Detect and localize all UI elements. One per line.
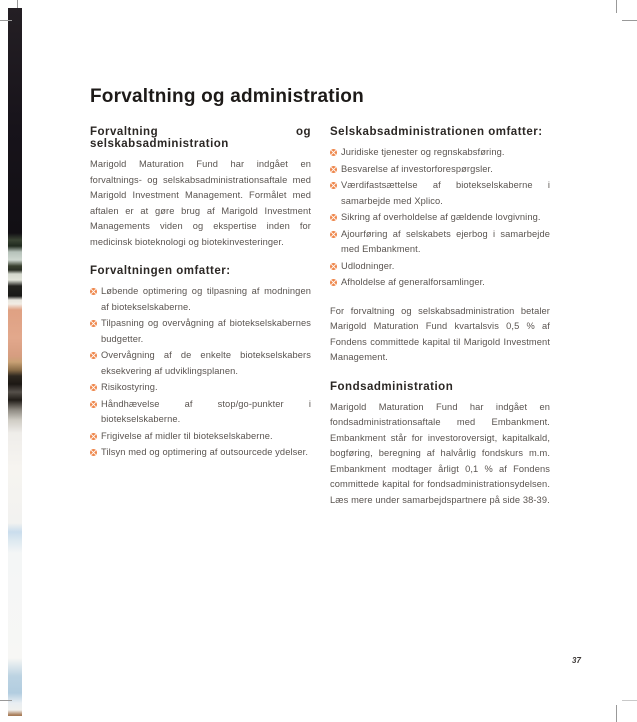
list-item xyxy=(330,275,550,291)
list-item-text: Udlodninger. xyxy=(341,260,395,271)
section-company-administration xyxy=(330,126,550,366)
list-item-text: Værdifastsættelse af biotekselskaberne i samarbejde med Xplico. xyxy=(341,180,550,206)
section-heading: Selskabsadministrationen omfatter: xyxy=(330,126,543,138)
list-item-text: Afholdelse af generalforsamlinger. xyxy=(341,277,485,287)
list-item xyxy=(90,316,311,347)
list-item-text: Overvågning af de enkelte biotekselskabers eksekvering af udviklingsplanen. xyxy=(101,350,311,376)
circle-cross-bullet-icon xyxy=(90,320,97,327)
crop-mark xyxy=(616,705,617,722)
crop-mark xyxy=(17,0,18,8)
list-item xyxy=(90,445,311,461)
list-item-text: Risikostyring. xyxy=(101,382,158,392)
section-governance xyxy=(90,126,311,250)
section-heading: Fondsadministration xyxy=(330,380,454,393)
circle-cross-bullet-icon xyxy=(330,214,337,221)
section-body: Marigold Maturation Fund har indgået en forvaltnings- og selskabsadministrationsaftale med Marigold Investment Management. Formålet med aftalen er at gøre brug af Marigold Investment Managements viden og ekspertise inden for medicinsk bioteknologi og biotekinvesteringer. xyxy=(90,159,311,247)
circle-cross-bullet-icon xyxy=(90,352,97,359)
list-item xyxy=(90,429,311,445)
crop-mark xyxy=(0,700,12,701)
list-item-text: Besvarelse af investorforespørgsler. xyxy=(341,163,493,174)
circle-cross-bullet-icon xyxy=(330,166,337,173)
circle-cross-bullet-icon xyxy=(90,401,97,408)
list-item-text: Ajourføring af selskabets ejerbog i samarbejde med Embankment. xyxy=(341,228,550,254)
left-column xyxy=(90,126,311,474)
section-heading: Forvaltning og selskabsadministration xyxy=(90,126,311,150)
administration-list xyxy=(330,145,550,291)
section-body: Marigold Maturation Fund har indgået en fondsadministrationsaftale med Embankment. Embankment står for investoroversigt, kapitalkald, bogføring, beregning af halvårlig fondskurs m.m. Embankment modtager årligt 0,1 % af Fondens committede kapital for fondsadministrationsydelsen. Læs mere under samarbejdspartnere på side 38-39. xyxy=(330,401,550,505)
circle-cross-bullet-icon xyxy=(90,288,97,295)
circle-cross-bullet-icon xyxy=(90,433,97,440)
circle-cross-bullet-icon xyxy=(90,384,97,391)
fee-paragraph: For forvaltning og selskabsadministration betaler Marigold Maturation Fund kvartalsvis 0,5 % af Fondens committede kapital til Marigold Investment Management. xyxy=(330,305,550,362)
circle-cross-bullet-icon xyxy=(330,149,337,156)
list-item xyxy=(330,178,550,209)
governance-list xyxy=(90,284,311,461)
page-title: Forvaltning og administration xyxy=(90,86,364,107)
circle-cross-bullet-icon xyxy=(330,182,337,189)
list-item xyxy=(330,145,550,161)
list-item xyxy=(90,348,311,379)
crop-mark xyxy=(622,20,637,21)
section-governance-list xyxy=(90,265,311,461)
list-item xyxy=(330,210,550,226)
circle-cross-bullet-icon xyxy=(330,279,337,286)
list-item-text: Tilsyn med og optimering af outsourcede ydelser. xyxy=(101,447,309,457)
crop-mark xyxy=(616,0,617,13)
edge-photo-strip xyxy=(8,8,22,716)
list-item xyxy=(90,380,311,396)
circle-cross-bullet-icon xyxy=(330,263,337,270)
crop-mark xyxy=(0,20,12,21)
list-item-text: Juridiske tjenester og regnskabsføring. xyxy=(341,147,505,157)
section-fund-administration xyxy=(330,381,550,509)
section-heading: Forvaltningen omfatter: xyxy=(90,265,231,277)
list-item xyxy=(90,284,311,315)
list-item-text: Sikring af overholdelse af gældende lovgivning. xyxy=(341,212,541,222)
list-item xyxy=(330,259,550,275)
list-item-text: Løbende optimering og tilpasning af modningen af biotekselskaberne. xyxy=(101,286,311,312)
list-item-text: Håndhævelse af stop/go-punkter i biotekselskaberne. xyxy=(101,398,311,424)
list-item xyxy=(90,397,311,428)
circle-cross-bullet-icon xyxy=(90,449,97,456)
circle-cross-bullet-icon xyxy=(330,231,337,238)
right-column xyxy=(330,126,550,523)
list-item xyxy=(330,227,550,258)
list-item-text: Frigivelse af midler til biotekselskaberne. xyxy=(101,430,273,441)
list-item xyxy=(330,162,550,178)
list-item-text: Tilpasning og overvågning af biotekselskabernes budgetter. xyxy=(101,318,311,344)
crop-mark xyxy=(622,700,637,701)
page-number: 37 xyxy=(572,656,581,665)
